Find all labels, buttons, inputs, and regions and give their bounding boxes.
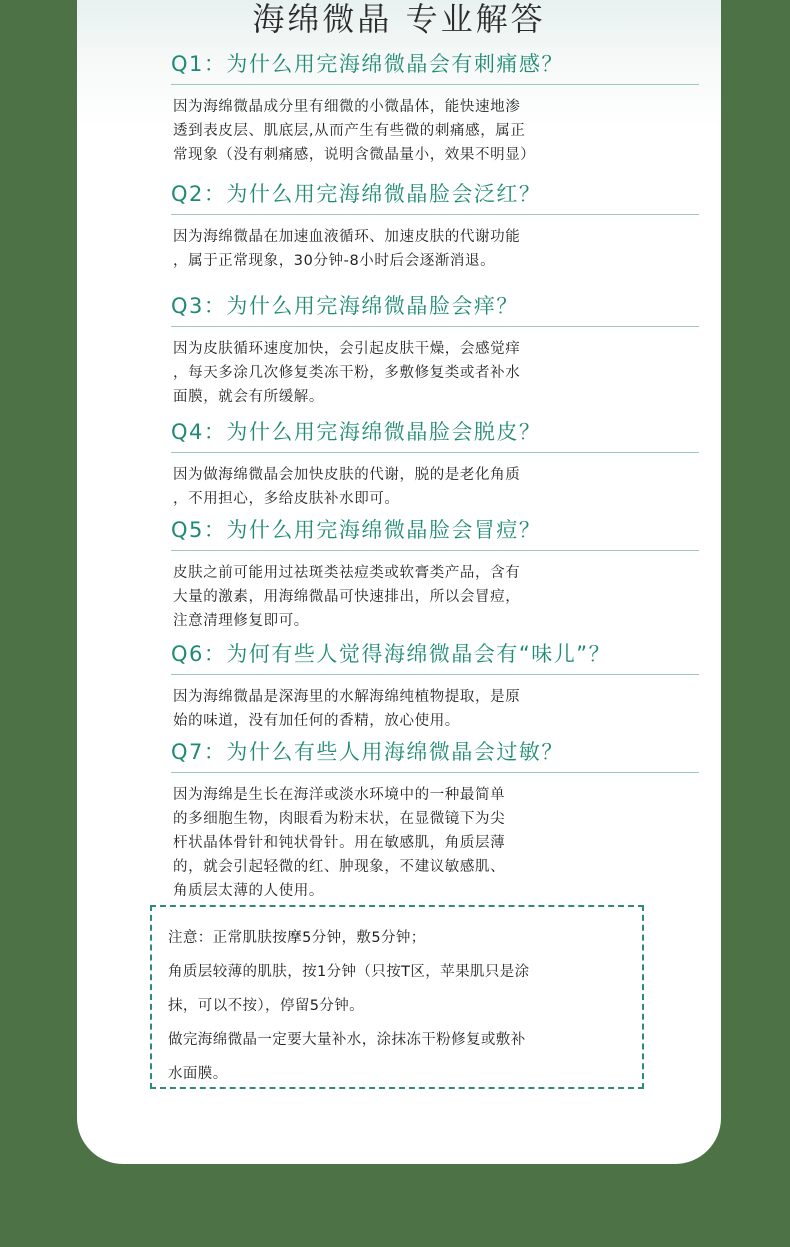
faq-answer: 因为海绵微晶成分里有细微的小微晶体，能快速地渗 透到表皮层、肌底层,从而产生有些微的刺痛感，属正 常现象（没有刺痛感，说明含微晶量小，效果不明显） — [173, 99, 536, 163]
faq-question: Q7：为什么有些人用海绵微晶会过敏？ — [171, 736, 699, 773]
faq-item-2 — [171, 178, 699, 273]
page-title: 海绵微晶 专业解答 — [252, 0, 546, 38]
notice-line: 抹，可以不按），停留5分钟。 — [168, 998, 365, 1014]
faq-answer: 因为皮肤循环速度加快，会引起皮肤干燥，会感觉痒 ，每天多涂几次修复类冻干粉，多敷修复类或者补水 面膜，就会有所缓解。 — [173, 341, 521, 405]
faq-answer: 皮肤之前可能用过祛斑类祛痘类或软膏类产品，含有 大量的激素，用海绵微晶可快速排出，所以会冒痘， 注意清理修复即可。 — [173, 565, 521, 629]
faq-item-5 — [171, 514, 699, 633]
faq-item-6 — [171, 638, 699, 733]
faq-answer: 因为海绵微晶在加速血液循环、加速皮肤的代谢功能 ，属于正常现象，30分钟-8小时后会逐渐消退。 — [173, 229, 521, 269]
faq-question: Q5：为什么用完海绵微晶脸会冒痘？ — [171, 514, 699, 551]
faq-answer: 因为海绵微晶是深海里的水解海绵纯植物提取，是原 始的味道，没有加任何的香精，放心使用。 — [173, 689, 521, 729]
faq-question: Q1：为什么用完海绵微晶会有刺痛感？ — [171, 48, 699, 85]
notice-line: 水面膜。 — [168, 1066, 228, 1082]
faq-question: Q2：为什么用完海绵微晶脸会泛红？ — [171, 178, 699, 215]
faq-question: Q6：为何有些人觉得海绵微晶会有“味儿”？ — [171, 638, 699, 675]
notice-box — [150, 905, 644, 1089]
notice-line: 角质层较薄的肌肤，按1分钟（只按T区，苹果肌只是涂 — [168, 964, 530, 980]
faq-question: Q3：为什么用完海绵微晶脸会痒？ — [171, 290, 699, 327]
faq-item-4 — [171, 416, 699, 511]
faq-answer: 因为海绵是生长在海洋或淡水环境中的一种最简单 的多细胞生物，肉眼看为粉末状，在显微镜下为尖 杆状晶体骨针和钝状骨针。用在敏感肌，角质层薄 的，就会引起轻微的红、肿现象，不建议敏感肌、 角质层太薄的人使用。 — [173, 787, 506, 899]
faq-question: Q4：为什么用完海绵微晶脸会脱皮？ — [171, 416, 699, 453]
faq-item-1 — [171, 48, 699, 167]
notice-line: 注意：正常肌肤按摩5分钟，敷5分钟； — [168, 930, 426, 946]
faq-item-7 — [171, 736, 699, 903]
faq-item-3 — [171, 290, 699, 409]
faq-answer: 因为做海绵微晶会加快皮肤的代谢，脱的是老化角质 ，不用担心，多给皮肤补水即可。 — [173, 467, 521, 507]
content-card — [77, 0, 721, 1164]
notice-line: 做完海绵微晶一定要大量补水，涂抹冻干粉修复或敷补 — [168, 1032, 526, 1048]
